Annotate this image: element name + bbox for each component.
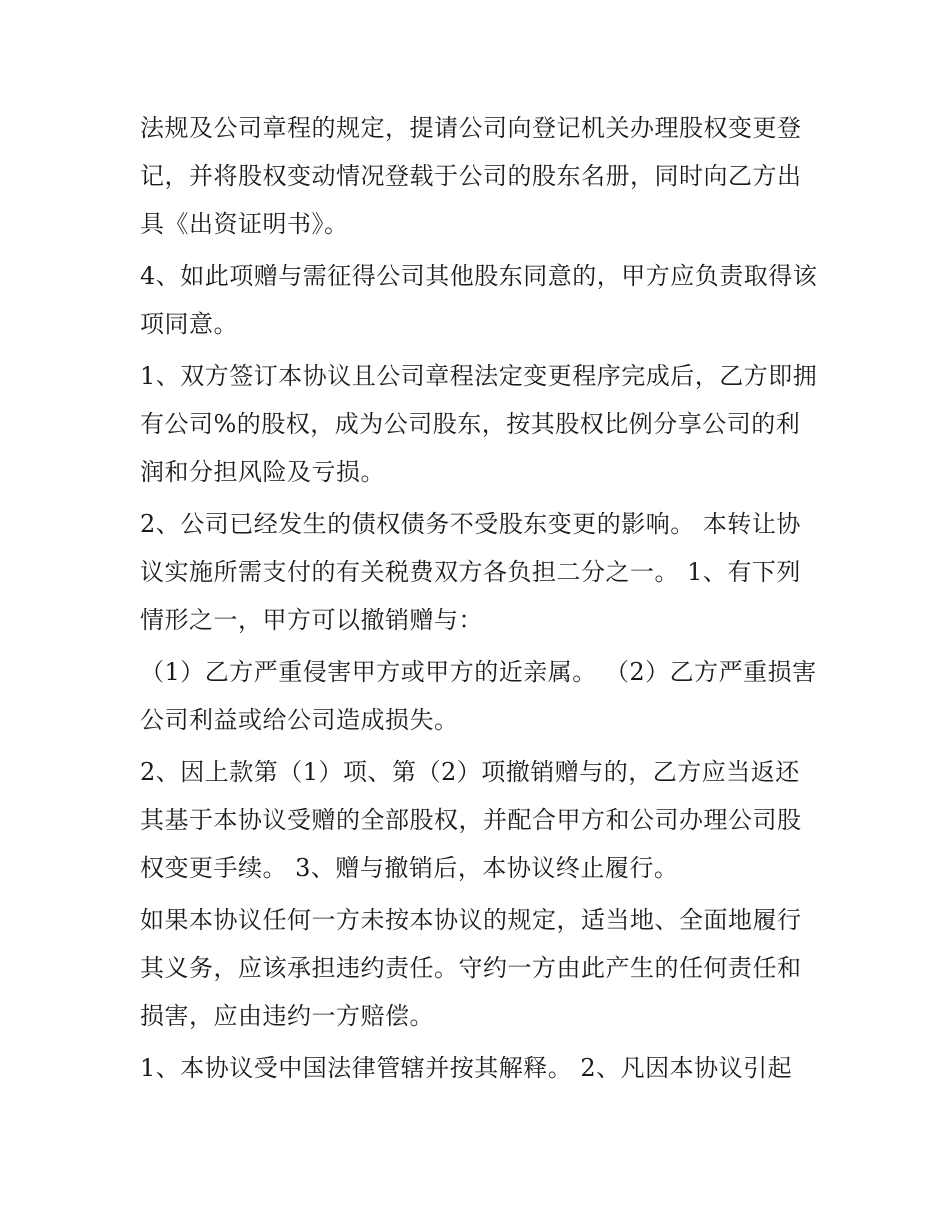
paragraph-2: 4、如此项赠与需征得公司其他股东同意的，甲方应负责取得该项同意。 [140, 262, 818, 338]
paragraph-5: （1）乙方严重侵害甲方或甲方的近亲属。 （2）乙方严重损害公司利益或给公司造成损失。 [140, 658, 817, 734]
paragraph-7: 如果本协议任何一方未按本协议的规定，适当地、全面地履行其义务，应该承担违约责任。守约一方由此产生的任何责任和损害，应由违约一方赔偿。 [140, 906, 802, 1030]
document-body [140, 104, 820, 1096]
paragraph-4: 2、公司已经发生的债权债务不受股东变更的影响。 本转让协议实施所需支付的有关税费双方各负担二分之一。 1、有下列情形之一，甲方可以撤销赠与： [140, 510, 801, 634]
paragraph-3: 1、双方签订本协议且公司章程法定变更程序完成后，乙方即拥有公司%的股权，成为公司股东，按其股权比例分享公司的利润和分担风险及亏损。 [140, 362, 818, 486]
paragraph-6: 2、因上款第（1）项、第（2）项撤销赠与的，乙方应当返还其基于本协议受赠的全部股权，并配合甲方和公司办理公司股权变更手续。 3、赠与撤销后，本协议终止履行。 [140, 758, 802, 882]
paragraph-1: 法规及公司章程的规定，提请公司向登记机关办理股权变更登记，并将股权变动情况登载于公司的股东名册，同时向乙方出具《出资证明书》。 [140, 114, 802, 238]
paragraph-8: 1、本协议受中国法律管辖并按其解释。 2、凡因本协议引起 [140, 1054, 793, 1082]
